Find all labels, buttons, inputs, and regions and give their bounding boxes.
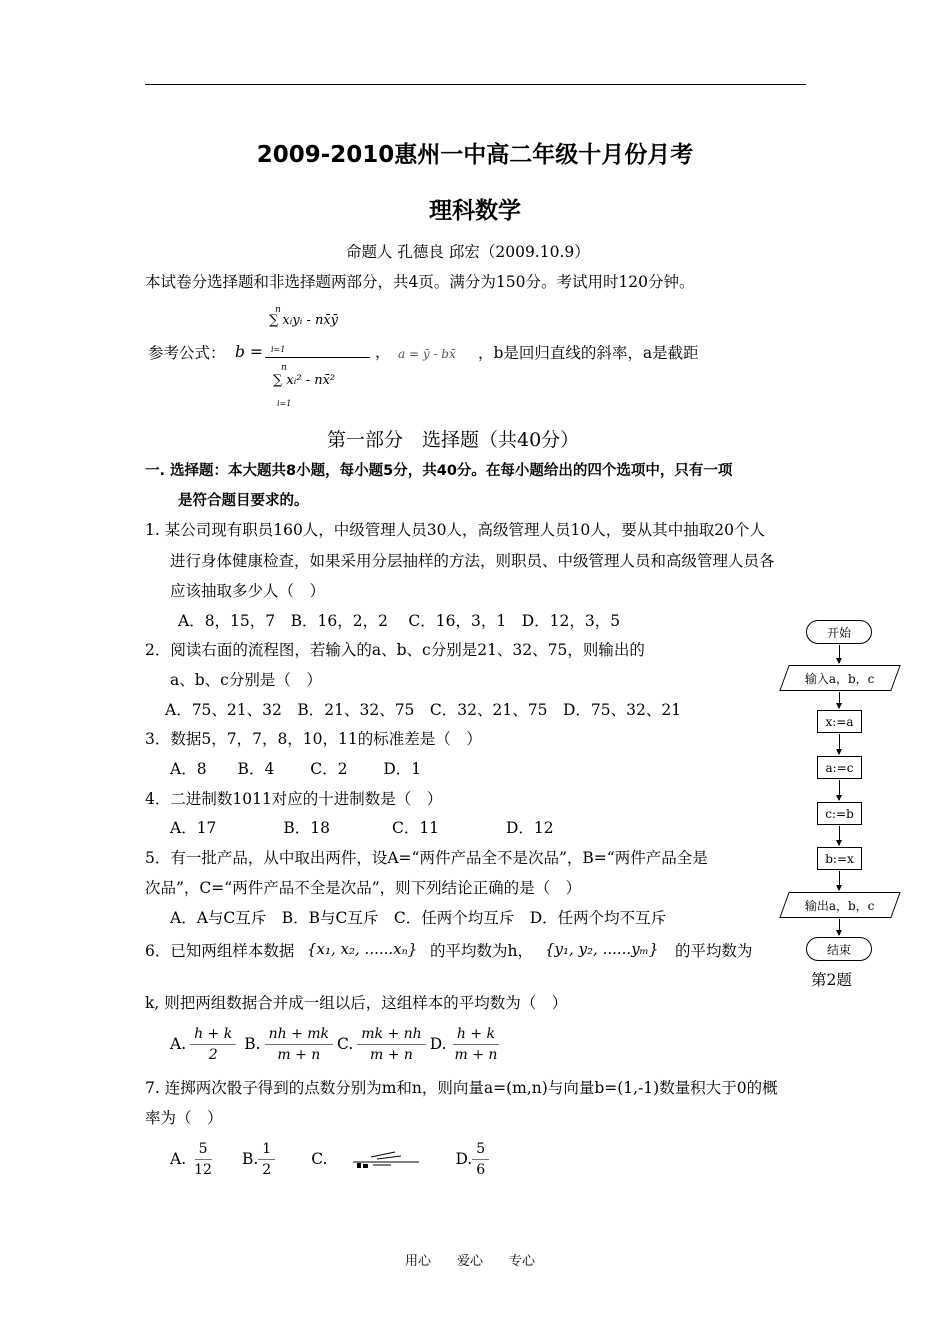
- q6-option-c-label: C.: [337, 1035, 354, 1053]
- flow-start-label: 开始: [826, 625, 851, 640]
- flow-input: [779, 665, 900, 691]
- flow-step-2-label: a:=c: [825, 760, 854, 775]
- q4-line-1: 4．二进制数1011对应的十进制数是（ ）: [145, 790, 443, 808]
- q6-option-c-fraction: [357, 1026, 425, 1063]
- q6-option-a-fraction: [190, 1026, 236, 1063]
- q1-line-3: 应该抽取多少人（ ）: [170, 582, 326, 600]
- q6-set-x: {x₁, x₂, ......xₙ}: [307, 940, 418, 958]
- formula-a: a = ȳ - bx̄: [398, 347, 456, 361]
- q7-option-a-fraction: [190, 1141, 216, 1178]
- formula-comma: ，: [375, 343, 391, 361]
- q6-line-1-pre: 6．已知两组样本数据: [145, 942, 295, 960]
- flow-arrow-6: [839, 871, 840, 890]
- q1-line-1: 1. 某公司现有职员160人，中级管理人员30人，高级管理人员10人，要从其中抽取20个人: [145, 521, 765, 539]
- flow-start: [806, 620, 872, 644]
- q7-options: [170, 1136, 493, 1182]
- q7-option-a-label: A.: [170, 1150, 187, 1168]
- q6-line-1-post: 的平均数为: [675, 942, 753, 960]
- q5-line-2: 次品”，C=“两件产品不全是次品”，则下列结论正确的是（ ）: [145, 879, 582, 897]
- q7-d-denominator: 6: [476, 1161, 486, 1178]
- q7-a-denominator: 12: [194, 1161, 212, 1178]
- sum-top-label-2: n: [281, 363, 287, 373]
- flow-step-2: [817, 756, 862, 779]
- part1-instruction-1: 一. 选择题：本大题共8小题，每小题5分，共40分。在每小题给出的四个选项中，只有一项: [145, 463, 733, 479]
- q2-line-1: 2．阅读右面的流程图，若输入的a、b、c分别是21、32、75，则输出的: [145, 641, 645, 659]
- q6-d-numerator: h + k: [453, 1026, 499, 1045]
- flow-output: [779, 892, 900, 918]
- q7-a-numerator: 5: [195, 1141, 212, 1160]
- q6-options: [170, 1021, 505, 1067]
- flow-arrow-4: [839, 780, 840, 800]
- q6-b-numerator: nh + mk: [265, 1026, 333, 1045]
- q7-option-c-label: C.: [311, 1150, 328, 1168]
- q6-option-d-fraction: [451, 1026, 502, 1063]
- formula-denominator: ∑ xᵢ² - nx̄²: [273, 373, 336, 388]
- intro-text: 本试卷分选择题和非选择题两部分，共4页。满分为150分。考试用时120分钟。: [145, 273, 695, 291]
- sum-bottom-label: i=1: [271, 345, 286, 354]
- q7-option-b-fraction: [258, 1141, 275, 1178]
- part1-instruction-2: 是符合题目要求的。: [178, 493, 309, 509]
- flow-output-label: 输出a，b，c: [805, 898, 875, 913]
- q3-line-1: 3．数据5，7，7，8，10，11的标准差是（ ）: [145, 730, 482, 748]
- q6-c-denominator: m + n: [370, 1046, 413, 1063]
- flow-step-4: [817, 847, 862, 870]
- flow-end-label: 结束: [826, 942, 851, 957]
- flow-step-3-label: c:=b: [825, 806, 854, 821]
- q1-line-2: 进行身体健康检查，如果采用分层抽样的方法，则职员、中级管理人员和高级管理人员各: [170, 552, 775, 570]
- q7-b-numerator: 1: [258, 1141, 275, 1160]
- q6-b-denominator: m + n: [277, 1046, 321, 1063]
- q7-option-d-fraction: [472, 1141, 489, 1178]
- sum-bottom-label-2: i=1: [277, 399, 292, 408]
- top-rule: [145, 84, 806, 85]
- flow-step-1: [817, 710, 862, 733]
- q1-options: A．8，15，7 B．16，2，2 C．16，3，1 D．12，3，5: [178, 612, 621, 630]
- q7-b-denominator: 2: [262, 1161, 272, 1178]
- q6-a-denominator: 2: [208, 1046, 218, 1063]
- q6-a-numerator: h + k: [190, 1026, 236, 1045]
- q6-option-b-fraction: [265, 1026, 333, 1063]
- q6-set-y: {y₁, y₂, ......yₘ}: [545, 940, 659, 958]
- q7-option-b-label: B.: [241, 1150, 259, 1168]
- q6-line-1-mid: 的平均数为h，: [430, 942, 533, 960]
- flow-arrow-1: [839, 645, 840, 663]
- q5-options: A．A与C互斥 B．B与C互斥 C．任两个均互斥 D．任两个均不互斥: [170, 909, 667, 927]
- q6-option-a-label: A.: [170, 1035, 187, 1053]
- q4-options: A．17 B．18 C．11 D．12: [170, 819, 554, 837]
- flow-end: [806, 937, 872, 961]
- q7-line-2: 率为（ ）: [145, 1109, 223, 1127]
- flow-arrow-3: [839, 734, 840, 754]
- flow-arrow-5: [839, 826, 840, 845]
- flow-caption: 第2题: [811, 971, 852, 989]
- q7-line-1: 7. 连掷两次骰子得到的点数分别为m和n，则向量a=(m,n)与向量b=(1,-1)数量积大于0的概: [145, 1079, 778, 1097]
- exam-subject: 理科数学: [429, 198, 521, 224]
- q6-c-numerator: mk + nh: [357, 1026, 425, 1045]
- formula-b-lhs: b =: [235, 343, 263, 361]
- q6-d-denominator: m + n: [454, 1046, 498, 1063]
- formula-label: 参考公式：: [148, 344, 226, 362]
- sum-top-label: n: [275, 305, 281, 315]
- q7-option-d-label: D.: [455, 1150, 473, 1168]
- page-footer: 用心 爱心 专心: [405, 1254, 536, 1269]
- flow-step-4-label: b:=x: [825, 851, 854, 866]
- formula-fraction: [263, 305, 373, 415]
- q2-options: A．75、21、32 B．21、32、75 C．32、21、75 D．75、32、21: [165, 701, 682, 719]
- q6-option-d-label: D.: [429, 1035, 447, 1053]
- q6-option-b-label: B.: [244, 1035, 261, 1053]
- flow-step-1-label: x:=a: [825, 714, 854, 729]
- q3-options: A．8 B．4 C．2 D．1: [170, 760, 422, 778]
- flow-arrow-2: [839, 692, 840, 708]
- q2-line-2: a、b、c分别是（ ）: [170, 671, 322, 689]
- q7-d-numerator: 5: [472, 1141, 489, 1160]
- fraction-bar: [265, 357, 370, 358]
- flow-arrow-7: [839, 919, 840, 935]
- formula-explanation: ，b是回归直线的斜率，a是截距: [478, 344, 699, 362]
- part1-heading: 第一部分 选择题（共40分）: [327, 429, 580, 451]
- exam-title: 2009-2010惠州一中高二年级十月份月考: [256, 142, 694, 168]
- q5-line-1: 5．有一批产品，从中取出两件，设A=“两件产品全不是次品”，B=“两件产品全是: [145, 849, 708, 867]
- q6-line-2: k, 则把两组数据合并成一组以后，这组样本的平均数为（ ）: [145, 994, 568, 1012]
- q7-option-c-garbled-image: [351, 1148, 421, 1170]
- exam-authors: 命题人 孔德良 邱宏（2009.10.9）: [346, 243, 590, 261]
- formula-numerator: ∑ xᵢyᵢ - nx̄ȳ: [269, 313, 339, 328]
- flow-step-3: [817, 802, 862, 825]
- flow-input-label: 输入a，b，c: [805, 671, 875, 686]
